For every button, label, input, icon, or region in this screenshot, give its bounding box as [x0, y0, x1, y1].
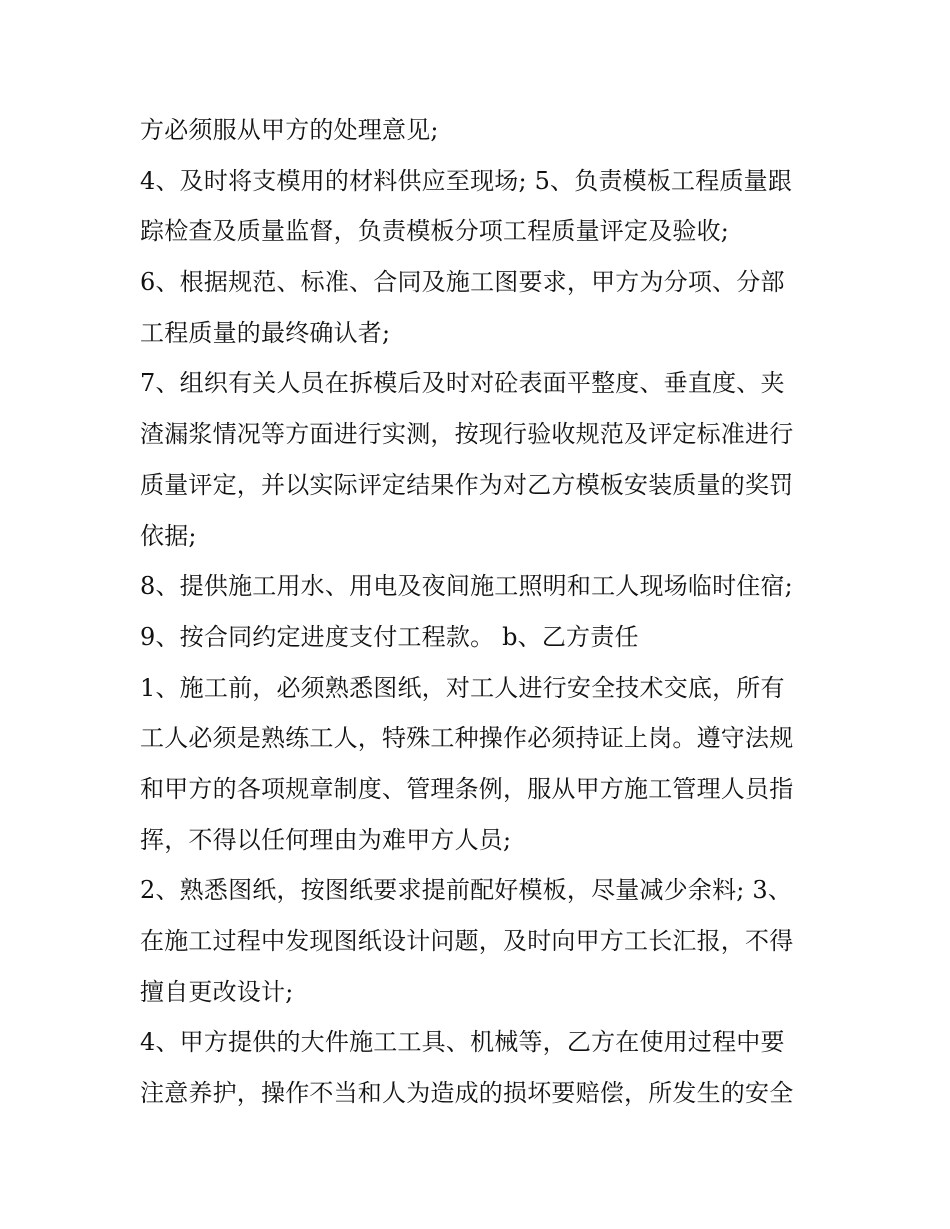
text-line: 和甲方的各项规章制度、管理条例，服从甲方施工管理人员指: [140, 774, 794, 803]
text-line: 踪检查及质量监督，负责模板分项工程质量评定及验收;: [140, 217, 730, 246]
text-line: 7、组织有关人员在拆模后及时对砼表面平整度、垂直度、夹: [140, 369, 785, 398]
text-line: 工人必须是熟练工人，特殊工种操作必须持证上岗。遵守法规: [140, 724, 794, 753]
document-body: [140, 105, 820, 1119]
text-line: 依据;: [140, 521, 197, 550]
text-line: 擅自更改设计;: [140, 977, 294, 1006]
text-line: 注意养护，操作不当和人为造成的损坏要赔偿，所发生的安全: [140, 1079, 794, 1108]
text-line: 质量评定，并以实际评定结果作为对乙方模板安装质量的奖罚: [140, 470, 794, 499]
text-line: 2、熟悉图纸，按图纸要求提前配好模板，尽量减少余料; 3、: [140, 876, 793, 905]
text-line: 渣漏浆情况等方面进行实测，按现行验收规范及评定标准进行: [140, 420, 794, 449]
text-line: 6、根据规范、标准、合同及施工图要求，甲方为分项、分部: [140, 268, 785, 297]
text-line: 9、按合同约定进度支付工程款。 b、乙方责任: [140, 622, 639, 651]
text-line: 8、提供施工用水、用电及夜间施工照明和工人现场临时住宿;: [140, 572, 793, 601]
text-line: 4、甲方提供的大件施工工具、机械等，乙方在使用过程中要: [140, 1028, 785, 1057]
text-line: 挥，不得以任何理由为难甲方人员;: [140, 825, 512, 854]
text-line: 工程质量的最终确认者;: [140, 318, 391, 347]
text-line: 4、及时将支模用的材料供应至现场; 5、负责模板工程质量跟: [140, 166, 793, 195]
text-line: 方必须服从甲方的处理意见;: [140, 116, 439, 144]
text-line: 1、施工前，必须熟悉图纸，对工人进行安全技术交底，所有: [140, 673, 785, 702]
text-line: 在施工过程中发现图纸设计问题，及时向甲方工长汇报，不得: [140, 927, 794, 955]
